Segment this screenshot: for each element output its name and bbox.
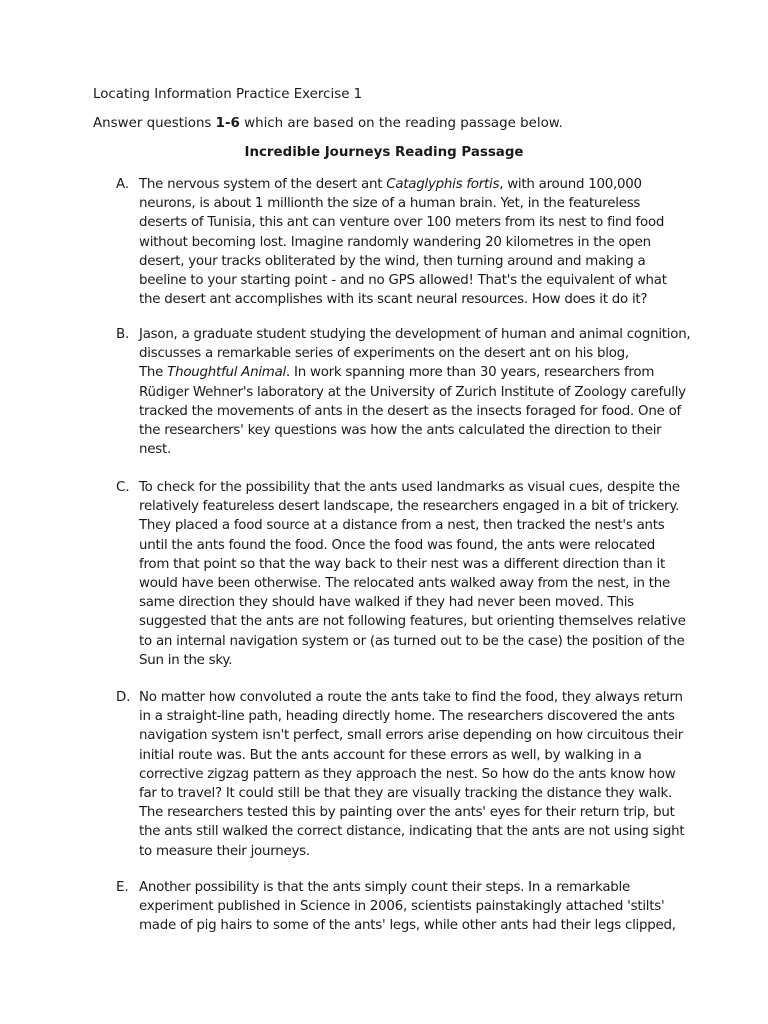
text-line: until the ants found the food. Once the food was found, the ants were relocated [139, 537, 656, 553]
text-line: the researchers' key questions was how the ants calculated the direction to their [139, 423, 662, 439]
paragraph-marker: A. [116, 177, 130, 192]
text-line: same direction they should have walked if they had never been moved. This [139, 595, 634, 611]
text-line: desert, your tracks obliterated by the wind, then turning around and making a [139, 253, 646, 269]
text-line: Jason, a graduate student studying the development of human and animal cognition, [139, 327, 691, 342]
text-line: The Thoughtful Animal. In work spanning more than 30 years, researchers from [139, 365, 655, 381]
instruction-after: which are based on the reading passage below. [239, 116, 563, 131]
text-line: They placed a food source at a distance from a nest, then tracked the nest's ants [139, 518, 665, 534]
instruction-line [93, 116, 563, 131]
paragraph-marker: B. [116, 327, 130, 342]
text-line: initial route was. But the ants account for these errors as well, by walking in a [139, 747, 642, 763]
instruction-question-range: 1-6 [215, 116, 240, 131]
paragraph-text [139, 688, 685, 861]
text-line: the ants still walked the correct distance, indicating that the ants are not using sight [139, 824, 685, 840]
text-line: navigation system isn't perfect, small errors arise depending on how circuitous their [139, 728, 684, 744]
paragraph-text [139, 325, 691, 459]
text-line: would have been otherwise. The relocated ants walked away from the nest, in the [139, 576, 671, 592]
paragraph-marker: E. [116, 880, 129, 895]
italic-title: Thoughtful Animal [167, 365, 287, 381]
text-line: to measure their journeys. [139, 843, 310, 859]
text-line: The researchers tested this by painting over the ants' eyes for their return trip, but [139, 805, 675, 821]
text-line: neurons, is about 1 millionth the size of a human brain. Yet, in the featureless [139, 196, 641, 212]
text-line: from that point so that the way back to their nest was a different direction than it [139, 556, 665, 572]
text-line: Another possibility is that the ants simply count their steps. In a remarkable [139, 880, 630, 895]
passage-title: Incredible Journeys Reading Passage [244, 145, 524, 160]
text-line: nest. [139, 442, 171, 458]
text-line: in a straight-line path, heading directly home. The researchers discovered the ants [139, 709, 675, 725]
text-line: discusses a remarkable series of experiments on the desert ant on his blog, [139, 346, 629, 362]
text-line: without becoming lost. Imagine randomly wandering 20 kilometres in the open [139, 234, 651, 250]
text-line: experiment published in Science in 2006, scientists painstakingly attached 'stilts' [139, 899, 665, 915]
text-line: Sun in the sky. [139, 652, 233, 668]
text-line: the desert ant accomplishes with its scant neural resources. How does it do it? [139, 292, 648, 308]
text-line: No matter how convoluted a route the ants take to find the food, they always return [139, 690, 683, 705]
text-line: to an internal navigation system or (as turned out to be the case) the position of the [139, 633, 685, 649]
instruction-before: Answer questions [93, 116, 216, 131]
text-line: corrective zigzag pattern as they approach the nest. So how do the ants know how [139, 766, 676, 782]
text-line: made of pig hairs to some of the ants' legs, while other ants had their legs clipped, [139, 918, 676, 934]
text-line: relatively featureless desert landscape, the researchers engaged in a bit of trickery. [139, 499, 680, 515]
text-line: The nervous system of the desert ant Cataglyphis fortis, with around 100,000 [139, 177, 642, 192]
text-line: beeline to your starting point - and no GPS allowed! That's the equivalent of what [139, 273, 667, 289]
italic-title: Cataglyphis fortis [386, 177, 500, 192]
paragraph-text [139, 878, 679, 936]
paragraph-text [139, 478, 686, 670]
text-line: Rüdiger Wehner's laboratory at the University of Zurich Institute of Zoology carefully [139, 384, 686, 400]
text-line: To check for the possibility that the ants used landmarks as visual cues, despite the [139, 480, 680, 495]
text-line: deserts of Tunisia, this ant can venture over 100 meters from its nest to find food [139, 215, 665, 231]
paragraph-marker: C. [116, 480, 130, 495]
paragraph-text [139, 175, 679, 309]
paragraph-marker: D. [116, 690, 131, 705]
text-line: tracked the movements of ants in the desert as the insects foraged for food. One of [139, 403, 681, 419]
text-line: far to travel? It could still be that they are visually tracking the distance they walk. [139, 786, 672, 802]
document-heading: Locating Information Practice Exercise 1 [93, 87, 363, 102]
text-line: suggested that the ants are not following features, but orienting themselves relative [139, 614, 686, 630]
